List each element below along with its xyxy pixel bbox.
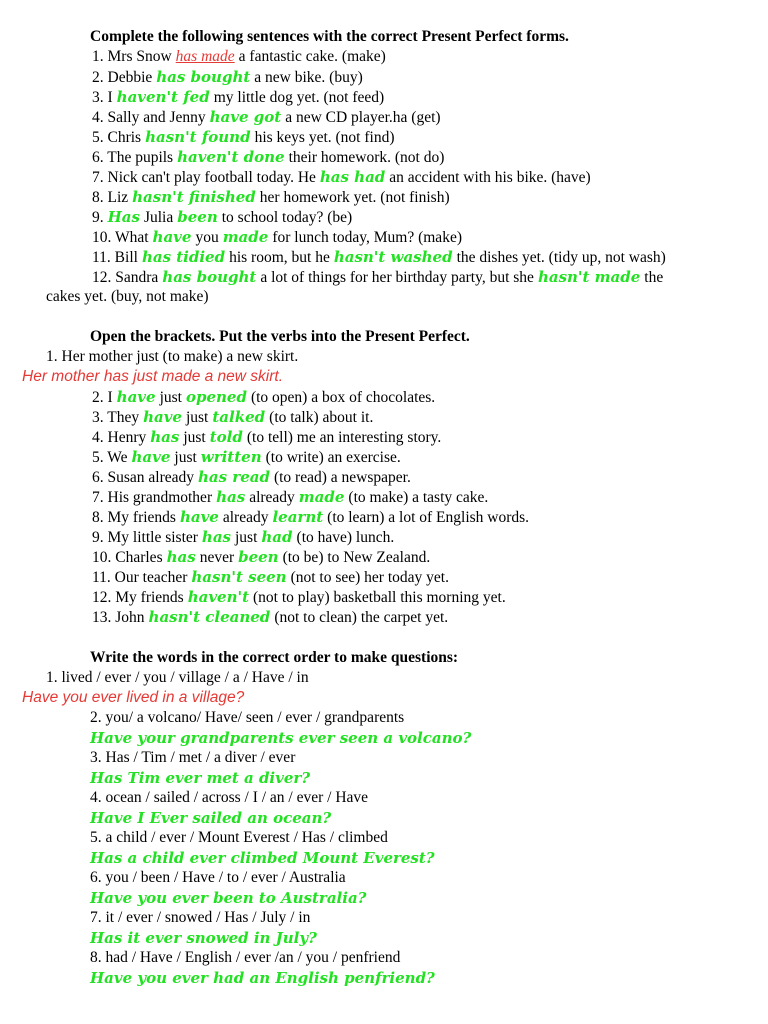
s3-question-6: 6. you / been / Have / to / ever / Australia — [90, 869, 346, 886]
s3-question-1: 1. lived / ever / you / village / a / Have / in — [46, 669, 309, 686]
s1-line-10: 10. What have you made for lunch today, Mum? (make) — [92, 228, 462, 246]
s1-line-5: 5. Chris hasn't found his keys yet. (not find) — [92, 128, 395, 146]
s3-question-5: 5. a child / ever / Mount Everest / Has / climbed — [90, 829, 388, 846]
s2-line-1: 1. Her mother just (to make) a new skirt. — [46, 348, 299, 365]
s1-line-6: 6. The pupils haven't done their homework. (not do) — [92, 148, 445, 166]
s2-line-6: 6. Susan already has read (to read) a newspaper. — [92, 468, 411, 486]
s3-answer-2: Have your grandparents ever seen a volcano? — [90, 729, 472, 747]
s3-question-3: 3. Has / Tim / met / a diver / ever — [90, 749, 296, 766]
s1-line-4: 4. Sally and Jenny have got a new CD player.ha (get) — [92, 108, 441, 126]
s2-line-12: 12. My friends haven't (not to play) basketball this morning yet. — [92, 588, 506, 606]
s1-line-9: 9. Has Julia been to school today? (be) — [92, 208, 353, 226]
s1-line-3: 3. I haven't fed my little dog yet. (not feed) — [92, 88, 385, 106]
s3-answer-4: Have I Ever sailed an ocean? — [90, 809, 332, 827]
s3-answer-5: Has a child ever climbed Mount Everest? — [90, 849, 435, 867]
section1-title: Complete the following sentences with the correct Present Perfect forms. — [90, 28, 569, 45]
s2-line-2: 2. I have just opened (to open) a box of chocolates. — [92, 388, 436, 406]
s1-line-12: 12. Sandra has bought a lot of things for her birthday party, but she hasn't made the — [92, 268, 664, 286]
s1-line-1: 1. Mrs Snow has made a fantastic cake. (make) — [92, 48, 386, 65]
s1-line-11: 11. Bill has tidied his room, but he hasn't washed the dishes yet. (tidy up, not wash) — [92, 248, 666, 266]
s2-line-11: 11. Our teacher hasn't seen (not to see) her today yet. — [92, 568, 449, 586]
s3-answer-8: Have you ever had an English penfriend? — [90, 969, 435, 987]
s1-line-8: 8. Liz hasn't finished her homework yet. (not finish) — [92, 188, 450, 206]
s1-line-7: 7. Nick can't play football today. He has had an accident with his bike. (have) — [92, 168, 591, 186]
s2-line-9: 9. My little sister has just had (to have) lunch. — [92, 528, 395, 546]
s1-line-2: 2. Debbie has bought a new bike. (buy) — [92, 68, 363, 86]
section2-title: Open the brackets. Put the verbs into the Present Perfect. — [90, 328, 470, 345]
s2-line-10: 10. Charles has never been (to be) to New Zealand. — [92, 548, 431, 566]
s3-question-4: 4. ocean / sailed / across / I / an / ever / Have — [90, 789, 369, 806]
s3-answer-3: Has Tim ever met a diver? — [90, 769, 311, 787]
s2-line-5: 5. We have just written (to write) an exercise. — [92, 448, 401, 466]
s2-line-8: 8. My friends have already learnt (to learn) a lot of English words. — [92, 508, 530, 526]
s3-question-8: 8. had / Have / English / ever /an / you / penfriend — [90, 949, 401, 966]
s2-line-1-answer: Her mother has just made a new skirt. — [22, 368, 284, 385]
s2-line-13: 13. John hasn't cleaned (not to clean) the carpet yet. — [92, 608, 449, 626]
s2-line-4: 4. Henry has just told (to tell) me an interesting story. — [92, 428, 442, 446]
s1-line-12-tail: cakes yet. (buy, not make) — [46, 288, 209, 305]
s2-line-7: 7. His grandmother has already made (to make) a tasty cake. — [92, 488, 489, 506]
s3-question-7: 7. it / ever / snowed / Has / July / in — [90, 909, 311, 926]
s3-answer-6: Have you ever been to Australia? — [90, 889, 367, 907]
s3-question-2: 2. you/ a volcano/ Have/ seen / ever / grandparents — [90, 709, 405, 726]
s3-answer-1: Have you ever lived in a village? — [22, 689, 245, 706]
section3-title: Write the words in the correct order to make questions: — [90, 649, 459, 666]
s3-answer-7: Has it ever snowed in July? — [90, 929, 317, 947]
s2-line-3: 3. They have just talked (to talk) about it. — [92, 408, 374, 426]
